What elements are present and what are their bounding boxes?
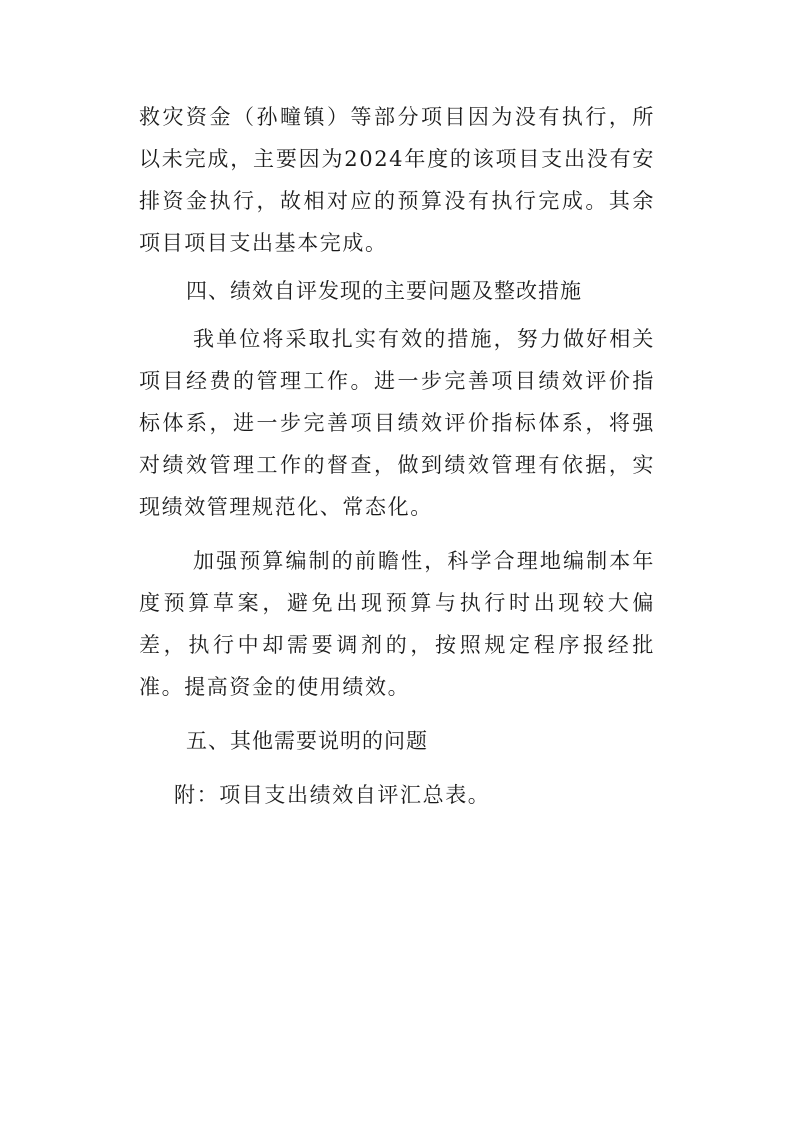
paragraph-measures: 我单位将采取扎实有效的措施，努力做好相关项目经费的管理工作。进一步完善项目绩效评价指标体系，进一步完善项目绩效评价指标体系，将强对绩效管理工作的督查，做到绩效管理有依据，实现绩效管理规范化、常态化。 [139, 327, 655, 519]
attachment-note: 附：项目支出绩效自评汇总表。 [174, 783, 491, 807]
section-heading-5: 五、其他需要说明的问题 [186, 729, 428, 753]
section-heading-4: 四、绩效自评发现的主要问题及整改措施 [186, 279, 582, 303]
document-body [139, 96, 655, 816]
paragraph-budget: 加强预算编制的前瞻性，科学合理地编制本年度预算草案，避免出现预算与执行时出现较大偏差，执行中却需要调剂的，按照规定程序报经批准。提高资金的使用绩效。 [139, 549, 655, 699]
paragraph-continued: 救灾资金（孙疃镇）等部分项目因为没有执行，所以未完成，主要因为2024年度的该项目支出没有安排资金执行，故相对应的预算没有执行完成。其余项目项目支出基本完成。 [139, 105, 655, 255]
